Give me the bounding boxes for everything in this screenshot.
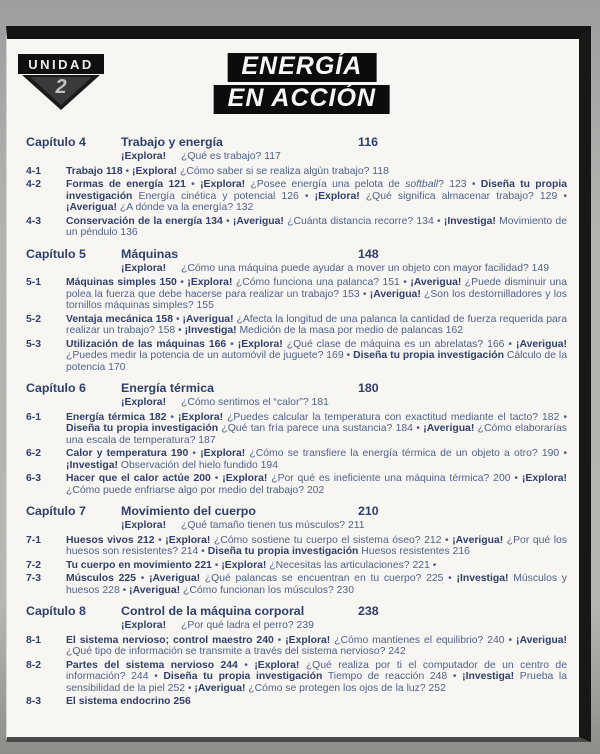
chapter-header bbox=[26, 247, 567, 261]
title-line-2: EN ACCIÓN bbox=[214, 85, 390, 114]
section-text: Formas de energía 121 • ¡Explora! ¿Posee energía una pelota de softball? 123 • Diseña tu propia investigación Energía cinética y potencial 126 • ¡Explora! ¿Qué significa almacenar trabajo? 129 • ¡Averigua! ¿A dónde va la energía? 132 bbox=[66, 179, 568, 213]
section-row bbox=[26, 314, 567, 337]
unit-badge bbox=[18, 54, 104, 113]
section-text: Ventaja mecánica 158 • ¡Averigua! ¿Afecta la longitud de una palanca la cantidad de fuerza requerida para realizar un trabajo? 158 • ¡Investiga! Medición de la masa por medio de palancas 162 bbox=[66, 313, 568, 336]
unit-label: UNIDAD bbox=[18, 54, 104, 74]
section-number: 8-1 bbox=[26, 634, 42, 646]
section-number: 4-3 bbox=[26, 215, 42, 227]
chapter-page-number: 180 bbox=[358, 381, 379, 395]
section-row bbox=[26, 635, 567, 658]
section-row bbox=[26, 660, 567, 695]
section-row bbox=[26, 179, 567, 214]
section-text: Utilización de las máquinas 166 • ¡Explora! ¿Qué clase de máquina es un abrelatas? 166 • ¡Averigua! ¿Puedes medir la potencia de un automóvil de juguete? 169 • Diseña tu propia investigación Cálculo de la potencia 170 bbox=[66, 338, 567, 373]
chapter-page-number: 116 bbox=[358, 135, 378, 149]
chapter-label: Capítulo 5 bbox=[26, 246, 86, 261]
section-number: 5-1 bbox=[26, 277, 42, 288]
section-text: El sistema endocrino 256 bbox=[66, 696, 191, 707]
chapter-header bbox=[26, 604, 567, 618]
section-row bbox=[26, 448, 567, 471]
section-number: 4-2 bbox=[26, 179, 42, 190]
chapter bbox=[26, 604, 567, 708]
page-header bbox=[7, 39, 579, 125]
unit-triangle-icon bbox=[22, 75, 100, 113]
unit-number: 2 bbox=[55, 76, 67, 98]
section-row bbox=[26, 339, 567, 374]
section-text: Hacer que el calor actúe 200 • ¡Explora! ¿Por qué es ineficiente una máquina térmica? 200 • ¡Explora! ¿Cómo puede enfriarse algo por medio del trabajo? 202 bbox=[66, 473, 567, 496]
chapter-page-number: 238 bbox=[358, 604, 379, 618]
chapter bbox=[26, 504, 567, 596]
table-of-contents bbox=[7, 125, 579, 708]
chapter bbox=[26, 135, 567, 239]
chapter-sections bbox=[26, 166, 567, 239]
section-text: Músculos 225 • ¡Averigua! ¿Qué palancas se encuentran en tu cuerpo? 225 • ¡Investiga! Músculos y huesos 228 • ¡Averigua! ¿Cómo funcionan los músculos? 230 bbox=[66, 573, 567, 596]
section-row bbox=[26, 573, 567, 596]
chapter-title: Control de la máquina corporal bbox=[121, 604, 305, 618]
section-number: 6-3 bbox=[26, 473, 42, 484]
section-text: El sistema nervioso; control maestro 240 • ¡Explora! ¿Cómo mantienes el equilibrio? 240 • ¡Averigua! ¿Qué tipo de información se transmite a través del sistema nervioso? 242 bbox=[66, 634, 567, 657]
section-text: Calor y temperatura 190 • ¡Explora! ¿Cómo se transfiere la energía térmica de un objeto a otro? 190 • ¡Investiga! Observación del hielo fundido 194 bbox=[66, 448, 567, 471]
chapter-sections bbox=[26, 277, 567, 373]
section-number: 8-3 bbox=[26, 696, 42, 707]
section-row bbox=[26, 473, 567, 496]
chapter-header bbox=[26, 504, 567, 518]
chapter-intro: ¡Explora! ¿Cómo sentimos el “calor”? 181 bbox=[121, 397, 329, 408]
chapter bbox=[26, 247, 567, 374]
section-number: 7-3 bbox=[26, 573, 42, 584]
section-text: Máquinas simples 150 • ¡Explora! ¿Cómo funciona una palanca? 151 • ¡Averigua! ¿Puede disminuir una polea la fuerza que debe hacerse para realizar un trabajo? 153 • ¡Averigua! ¿Son los destornilladores y los tornillos máquinas simples? 155 bbox=[66, 277, 567, 311]
section-number: 5-2 bbox=[26, 313, 42, 325]
chapter-page-number: 210 bbox=[358, 504, 379, 518]
section-row bbox=[26, 166, 567, 178]
chapter-label: Capítulo 7 bbox=[26, 504, 86, 518]
chapter-title: Movimiento del cuerpo bbox=[121, 504, 256, 518]
chapter bbox=[26, 381, 567, 496]
chapter-label: Capítulo 8 bbox=[26, 604, 86, 618]
section-number: 8-2 bbox=[26, 659, 42, 671]
section-number: 6-1 bbox=[26, 411, 42, 423]
section-text: Partes del sistema nervioso 244 • ¡Explora! ¿Qué realiza por ti el computador de un centro de información? 244 • Diseña tu propia investigación Tiempo de reacción 248 • ¡Investiga! Prueba la sensibilidad de la piel 252 • ¡Averigua! ¿Cómo se protegen los ojos de la luz? 252 bbox=[66, 659, 568, 694]
section-row bbox=[26, 560, 567, 572]
section-text: Trabajo 118 • ¡Explora! ¿Cómo saber si se realiza algún trabajo? 118 bbox=[66, 165, 389, 177]
section-text: Conservación de la energía 134 • ¡Averigua! ¿Cuánta distancia recorre? 134 • ¡Investiga! Movimiento de un péndulo 136 bbox=[66, 215, 567, 238]
section-number: 6-2 bbox=[26, 448, 42, 459]
section-text: Energía térmica 182 • ¡Explora! ¿Puedes calcular la temperatura con exactitud mediante el tacto? 182 • Diseña tu propia investigación ¿Qué tan fría parece una sustancia? 184 • ¡Averigua! ¿Cómo elaborarías una escala de temperatura? 187 bbox=[66, 411, 567, 446]
chapter-label: Capítulo 4 bbox=[26, 135, 86, 149]
chapter-intro: ¡Explora! ¿Qué tamaño tienen tus músculos? 211 bbox=[121, 520, 365, 531]
chapter-sections bbox=[26, 635, 567, 708]
section-number: 7-2 bbox=[26, 559, 42, 571]
section-text: Huesos vivos 212 • ¡Explora! ¿Cómo sostiene tu cuerpo el sistema óseo? 212 • ¡Averigua! ¿Por qué los huesos son resistentes? 214 • Diseña tu propia investigación Huesos resistentes 216 bbox=[66, 534, 568, 557]
chapter-sections bbox=[26, 535, 567, 597]
section-row bbox=[26, 535, 567, 558]
section-text: Tu cuerpo en movimiento 221 • ¡Explora! ¿Necesitas las articulaciones? 221 • bbox=[66, 559, 437, 571]
chapter-header bbox=[26, 381, 567, 395]
section-number: 4-1 bbox=[26, 165, 42, 177]
chapter-header bbox=[26, 135, 567, 149]
title-line-1: ENERGÍA bbox=[227, 53, 376, 82]
section-row bbox=[26, 277, 567, 312]
chapter-title: Máquinas bbox=[121, 246, 179, 261]
section-number: 7-1 bbox=[26, 534, 42, 546]
chapter-page-number: 148 bbox=[358, 246, 379, 261]
page bbox=[6, 26, 591, 742]
chapter-intro: ¡Explora! ¿Qué es trabajo? 117 bbox=[121, 151, 281, 162]
section-row bbox=[26, 696, 567, 708]
chapter-sections bbox=[26, 412, 567, 497]
chapter-title: Energía térmica bbox=[121, 381, 214, 395]
section-row bbox=[26, 216, 567, 239]
section-number: 5-3 bbox=[26, 338, 42, 350]
chapter-title: Trabajo y energía bbox=[121, 135, 223, 149]
section-row bbox=[26, 412, 567, 447]
chapter-intro: ¡Explora! ¿Por qué ladra el perro? 239 bbox=[121, 620, 314, 631]
chapter-intro: ¡Explora! ¿Cómo una máquina puede ayudar a mover un objeto con mayor facilidad? 149 bbox=[121, 262, 549, 274]
title-banner bbox=[214, 53, 390, 114]
chapter-label: Capítulo 6 bbox=[26, 381, 86, 395]
